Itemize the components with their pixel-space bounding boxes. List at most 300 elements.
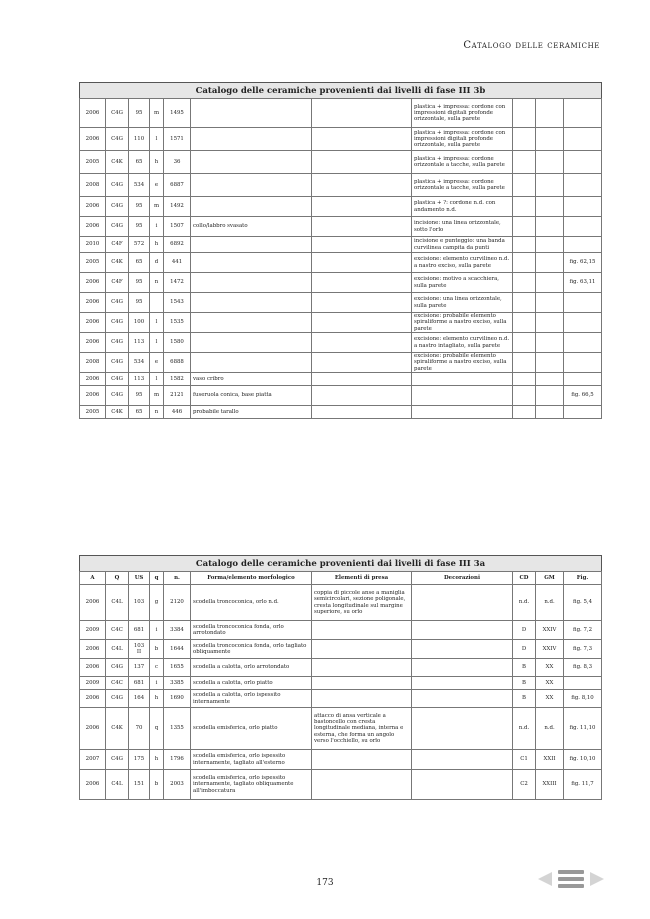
cell-square: C4F xyxy=(106,273,129,293)
cell-quadrant: m xyxy=(150,99,164,128)
cell-quadrant xyxy=(150,293,164,313)
cell-square: C4K xyxy=(106,708,129,750)
cell-gm xyxy=(536,197,564,217)
table-row xyxy=(80,750,602,770)
cell-us: 534 xyxy=(129,353,150,373)
cell-square: C4G xyxy=(106,313,129,333)
table-row xyxy=(80,708,602,750)
cell-square: C4G xyxy=(106,373,129,386)
cell-cd xyxy=(513,174,536,197)
cell-number: 441 xyxy=(164,253,191,273)
cell-gm xyxy=(536,99,564,128)
cell-handle-elements xyxy=(312,253,412,273)
cell-year: 2006 xyxy=(80,690,106,708)
table-row xyxy=(80,174,602,197)
cell-gm xyxy=(536,386,564,406)
cell-form xyxy=(191,174,312,197)
cell-square: C4G xyxy=(106,128,129,151)
cell-square: C4G xyxy=(106,174,129,197)
cell-cd xyxy=(513,353,536,373)
cell-number: 6888 xyxy=(164,353,191,373)
cell-quadrant: b xyxy=(150,770,164,800)
cell-cd: B xyxy=(513,677,536,690)
cell-number: 1472 xyxy=(164,273,191,293)
cell-year: 2006 xyxy=(80,99,106,128)
cell-decorations: excisione: elemento curvilineo n.d. a nastro intagliato, sulla parete xyxy=(412,333,513,353)
cell-form xyxy=(191,197,312,217)
cell-number: 1690 xyxy=(164,690,191,708)
cell-year: 2006 xyxy=(80,659,106,677)
cell-year: 2010 xyxy=(80,237,106,253)
cell-year: 2006 xyxy=(80,373,106,386)
cell-quadrant: h xyxy=(150,151,164,174)
cell-year: 2008 xyxy=(80,353,106,373)
cell-cd xyxy=(513,313,536,333)
cell-square: C4C xyxy=(106,621,129,640)
cell-form: scodella troncoconica fonda, orlo tagliato obliquamente xyxy=(191,640,312,659)
cell-quadrant: h xyxy=(150,690,164,708)
cell-year: 2006 xyxy=(80,273,106,293)
cell-us: 681 xyxy=(129,677,150,690)
cell-number: 3385 xyxy=(164,677,191,690)
cell-us: 103 xyxy=(129,585,150,621)
cell-handle-elements xyxy=(312,406,412,419)
cell-figure xyxy=(564,128,602,151)
header-figure: Fig. xyxy=(564,572,602,585)
cell-number: 446 xyxy=(164,406,191,419)
cell-cd: D xyxy=(513,621,536,640)
cell-cd: D xyxy=(513,640,536,659)
cell-decorations xyxy=(412,373,513,386)
cell-gm: XXIII xyxy=(536,770,564,800)
cell-handle-elements xyxy=(312,386,412,406)
cell-figure: fig. 7,3 xyxy=(564,640,602,659)
catalog-table-fase-3b xyxy=(79,82,601,419)
cell-gm xyxy=(536,406,564,419)
cell-square: C4G xyxy=(106,690,129,708)
cell-quadrant: q xyxy=(150,708,164,750)
cell-decorations xyxy=(412,621,513,640)
cell-handle-elements xyxy=(312,659,412,677)
cell-gm: n.d. xyxy=(536,708,564,750)
cell-decorations xyxy=(412,690,513,708)
cell-cd xyxy=(513,197,536,217)
cell-cd: B xyxy=(513,690,536,708)
cell-figure: fig. 8,10 xyxy=(564,690,602,708)
cell-number: 1582 xyxy=(164,373,191,386)
cell-square: C4G xyxy=(106,750,129,770)
header-decorations: Decorazioni xyxy=(412,572,513,585)
cell-handle-elements xyxy=(312,333,412,353)
page-number: 173 xyxy=(316,878,334,888)
cell-us: 95 xyxy=(129,197,150,217)
table-row xyxy=(80,690,602,708)
cell-form: fuseruola conica, base piatta xyxy=(191,386,312,406)
cell-decorations xyxy=(412,386,513,406)
cell-figure xyxy=(564,151,602,174)
table-row xyxy=(80,333,602,353)
cell-form xyxy=(191,333,312,353)
cell-handle-elements xyxy=(312,174,412,197)
cell-cd xyxy=(513,273,536,293)
cell-us: 95 xyxy=(129,99,150,128)
cell-handle-elements xyxy=(312,99,412,128)
cell-handle-elements xyxy=(312,621,412,640)
cell-us: 95 xyxy=(129,293,150,313)
cell-year: 2006 xyxy=(80,708,106,750)
header-gm: GM xyxy=(536,572,564,585)
menu-list-icon[interactable] xyxy=(558,870,584,888)
table-row xyxy=(80,770,602,800)
cell-quadrant: d xyxy=(150,253,164,273)
cell-form: scodella emisferica, orlo ispessito internamente, tagliato all'esterno xyxy=(191,750,312,770)
cell-form xyxy=(191,99,312,128)
cell-gm: XX xyxy=(536,659,564,677)
cell-decorations xyxy=(412,640,513,659)
cell-year: 2008 xyxy=(80,174,106,197)
page-navigation xyxy=(538,870,604,888)
cell-number: 1580 xyxy=(164,333,191,353)
cell-gm: XXIV xyxy=(536,621,564,640)
cell-square: C4L xyxy=(106,770,129,800)
cell-square: C4G xyxy=(106,197,129,217)
cell-square: C4L xyxy=(106,640,129,659)
cell-quadrant: h xyxy=(150,237,164,253)
table-row xyxy=(80,313,602,333)
table-row xyxy=(80,237,602,253)
cell-decorations xyxy=(412,708,513,750)
cell-gm xyxy=(536,273,564,293)
cell-gm: XXIV xyxy=(536,640,564,659)
cell-handle-elements xyxy=(312,273,412,293)
cell-figure xyxy=(564,217,602,237)
cell-square: C4G xyxy=(106,293,129,313)
cell-cd xyxy=(513,373,536,386)
table-row xyxy=(80,353,602,373)
cell-decorations: excisione: elemento curvilineo n.d. a nastro exciso, sulla parete xyxy=(412,253,513,273)
cell-decorations xyxy=(412,770,513,800)
cell-form xyxy=(191,273,312,293)
header-form: Forma/elemento morfologico xyxy=(191,572,312,585)
cell-handle-elements xyxy=(312,237,412,253)
cell-handle-elements: coppia di piccole anse a maniglia semicircolari, sezione poligonale, cresta longitudinale sul margine superiore, su orlo xyxy=(312,585,412,621)
cell-quadrant: e xyxy=(150,174,164,197)
cell-us: 95 xyxy=(129,217,150,237)
table-row xyxy=(80,128,602,151)
cell-cd xyxy=(513,293,536,313)
cell-quadrant: b xyxy=(150,640,164,659)
cell-us: 137 xyxy=(129,659,150,677)
cell-us: 95 xyxy=(129,273,150,293)
cell-number: 1507 xyxy=(164,217,191,237)
cell-year: 2005 xyxy=(80,253,106,273)
cell-number: 2121 xyxy=(164,386,191,406)
cell-handle-elements xyxy=(312,128,412,151)
cell-us: 113 xyxy=(129,333,150,353)
table-row xyxy=(80,99,602,128)
cell-quadrant: e xyxy=(150,353,164,373)
cell-figure: fig. 11,7 xyxy=(564,770,602,800)
table-row xyxy=(80,585,602,621)
cell-form: scodella a calotta, orlo piatto xyxy=(191,677,312,690)
cell-decorations xyxy=(412,677,513,690)
cell-year: 2006 xyxy=(80,128,106,151)
cell-gm: n.d. xyxy=(536,585,564,621)
cell-quadrant: l xyxy=(150,128,164,151)
header-handle-elements: Elementi di presa xyxy=(312,572,412,585)
cell-number: 2120 xyxy=(164,585,191,621)
cell-year: 2005 xyxy=(80,151,106,174)
cell-cd: n.d. xyxy=(513,585,536,621)
cell-number: 1535 xyxy=(164,313,191,333)
cell-figure: fig. 8,3 xyxy=(564,659,602,677)
cell-us: 681 xyxy=(129,621,150,640)
cell-gm xyxy=(536,373,564,386)
table-row xyxy=(80,659,602,677)
cell-handle-elements xyxy=(312,750,412,770)
cell-us: 103 II xyxy=(129,640,150,659)
cell-us: 151 xyxy=(129,770,150,800)
cell-form: vaso cribro xyxy=(191,373,312,386)
cell-handle-elements xyxy=(312,293,412,313)
cell-cd xyxy=(513,237,536,253)
cell-number: 1644 xyxy=(164,640,191,659)
cell-year: 2006 xyxy=(80,640,106,659)
cell-cd xyxy=(513,99,536,128)
cell-decorations xyxy=(412,750,513,770)
cell-us: 175 xyxy=(129,750,150,770)
cell-cd: C1 xyxy=(513,750,536,770)
cell-figure: fig. 7,2 xyxy=(564,621,602,640)
table-row xyxy=(80,406,602,419)
cell-gm xyxy=(536,128,564,151)
table-row xyxy=(80,386,602,406)
cell-quadrant: m xyxy=(150,197,164,217)
table-row xyxy=(80,640,602,659)
cell-gm xyxy=(536,174,564,197)
cell-form: scodella emisferica, orlo ispessito internamente, tagliato obliquamente all'imboccatura xyxy=(191,770,312,800)
cell-handle-elements xyxy=(312,640,412,659)
cell-cd xyxy=(513,406,536,419)
cell-handle-elements xyxy=(312,690,412,708)
cell-form xyxy=(191,151,312,174)
cell-quadrant: n xyxy=(150,273,164,293)
cell-year: 2009 xyxy=(80,677,106,690)
table-header-row xyxy=(80,572,602,585)
cell-figure xyxy=(564,99,602,128)
cell-square: C4K xyxy=(106,406,129,419)
cell-gm xyxy=(536,313,564,333)
cell-figure: fig. 11,10 xyxy=(564,708,602,750)
cell-decorations: incisione e punteggio: una banda curvilinea campita da punti xyxy=(412,237,513,253)
cell-us: 572 xyxy=(129,237,150,253)
previous-page-icon[interactable] xyxy=(538,872,552,886)
header-year: A xyxy=(80,572,106,585)
running-head: Catalogo delle ceramiche xyxy=(463,40,600,51)
cell-figure xyxy=(564,197,602,217)
cell-square: C4F xyxy=(106,237,129,253)
table-row xyxy=(80,273,602,293)
cell-year: 2006 xyxy=(80,217,106,237)
cell-decorations xyxy=(412,585,513,621)
cell-gm: XXII xyxy=(536,750,564,770)
cell-form: scodella a calotta, orlo arrotondato xyxy=(191,659,312,677)
cell-quadrant: c xyxy=(150,659,164,677)
cell-handle-elements xyxy=(312,770,412,800)
cell-decorations: excisione: motivo a scacchiera, sulla parete xyxy=(412,273,513,293)
cell-number: 1543 xyxy=(164,293,191,313)
cell-figure: fig. 10,10 xyxy=(564,750,602,770)
catalog-table-fase-3a xyxy=(79,555,601,800)
cell-cd: C2 xyxy=(513,770,536,800)
cell-gm: XX xyxy=(536,690,564,708)
cell-figure xyxy=(564,333,602,353)
cell-handle-elements xyxy=(312,677,412,690)
cell-handle-elements xyxy=(312,217,412,237)
cell-number: 2003 xyxy=(164,770,191,800)
cell-form: scodella troncoconica, orlo n.d. xyxy=(191,585,312,621)
cell-cd: B xyxy=(513,659,536,677)
table-title: Catalogo delle ceramiche provenienti dai livelli di fase III 3a xyxy=(79,555,602,571)
cell-figure xyxy=(564,353,602,373)
cell-figure xyxy=(564,313,602,333)
header-us: US xyxy=(129,572,150,585)
cell-gm xyxy=(536,237,564,253)
cell-cd: n.d. xyxy=(513,708,536,750)
table-row xyxy=(80,373,602,386)
cell-figure xyxy=(564,406,602,419)
cell-year: 2009 xyxy=(80,621,106,640)
cell-form xyxy=(191,128,312,151)
cell-square: C4G xyxy=(106,386,129,406)
cell-cd xyxy=(513,253,536,273)
cell-square: C4K xyxy=(106,253,129,273)
cell-us: 95 xyxy=(129,386,150,406)
cell-cd xyxy=(513,128,536,151)
cell-us: 65 xyxy=(129,151,150,174)
cell-number: 1571 xyxy=(164,128,191,151)
table-row xyxy=(80,293,602,313)
cell-form: scodella troncoconica fonda, orlo arrotondato xyxy=(191,621,312,640)
cell-year: 2006 xyxy=(80,313,106,333)
cell-gm xyxy=(536,333,564,353)
cell-square: C4C xyxy=(106,677,129,690)
cell-form: scodella a calotta, orlo ispessito internamente xyxy=(191,690,312,708)
header-cd: CD xyxy=(513,572,536,585)
cell-gm xyxy=(536,151,564,174)
table-row xyxy=(80,197,602,217)
cell-quadrant: h xyxy=(150,750,164,770)
cell-quadrant: i xyxy=(150,217,164,237)
cell-form: probabile tarallo xyxy=(191,406,312,419)
cell-form: scodella emisferica, orlo piatto xyxy=(191,708,312,750)
cell-year: 2007 xyxy=(80,750,106,770)
cell-year: 2006 xyxy=(80,197,106,217)
cell-handle-elements xyxy=(312,353,412,373)
cell-figure xyxy=(564,293,602,313)
cell-quadrant: g xyxy=(150,585,164,621)
cell-figure: fig. 62,15 xyxy=(564,253,602,273)
table-row xyxy=(80,217,602,237)
cell-figure: fig. 66,5 xyxy=(564,386,602,406)
table-row xyxy=(80,621,602,640)
cell-gm: XX xyxy=(536,677,564,690)
next-page-icon[interactable] xyxy=(590,872,604,886)
cell-decorations: plastica + impressa: cordone orizzontale a tacche, sulla parete xyxy=(412,151,513,174)
cell-year: 2006 xyxy=(80,386,106,406)
cell-number: 6892 xyxy=(164,237,191,253)
cell-quadrant: i xyxy=(150,677,164,690)
cell-handle-elements: attacco di ansa verticale a bastoncello con cresta longitudinale mediana, interna e esterna, che forma un angolo verso l'occhiello, su orlo xyxy=(312,708,412,750)
cell-quadrant: l xyxy=(150,313,164,333)
table-row xyxy=(80,151,602,174)
cell-quadrant: n xyxy=(150,406,164,419)
header-number: n. xyxy=(164,572,191,585)
cell-square: C4G xyxy=(106,333,129,353)
cell-square: C4G xyxy=(106,353,129,373)
cell-cd xyxy=(513,386,536,406)
cell-form xyxy=(191,293,312,313)
cell-us: 113 xyxy=(129,373,150,386)
cell-year: 2006 xyxy=(80,333,106,353)
header-quadrant: q xyxy=(150,572,164,585)
cell-us: 65 xyxy=(129,253,150,273)
cell-us: 110 xyxy=(129,128,150,151)
cell-quadrant: m xyxy=(150,386,164,406)
cell-handle-elements xyxy=(312,151,412,174)
cell-square: C4G xyxy=(106,659,129,677)
cell-figure xyxy=(564,237,602,253)
cell-handle-elements xyxy=(312,197,412,217)
cell-number: 1492 xyxy=(164,197,191,217)
cell-decorations: plastica + ?: cordone n.d. con andamento n.d. xyxy=(412,197,513,217)
cell-gm xyxy=(536,253,564,273)
cell-gm xyxy=(536,293,564,313)
cell-figure: fig. 63,11 xyxy=(564,273,602,293)
cell-number: 3384 xyxy=(164,621,191,640)
cell-number: 6887 xyxy=(164,174,191,197)
cell-decorations: plastica + impressa: cordone orizzontale a tacche, sulla parete xyxy=(412,174,513,197)
cell-square: C4K xyxy=(106,151,129,174)
cell-figure xyxy=(564,677,602,690)
cell-form xyxy=(191,237,312,253)
cell-us: 100 xyxy=(129,313,150,333)
cell-handle-elements xyxy=(312,373,412,386)
cell-number: 1655 xyxy=(164,659,191,677)
cell-year: 2006 xyxy=(80,770,106,800)
cell-us: 65 xyxy=(129,406,150,419)
cell-number: 1495 xyxy=(164,99,191,128)
cell-quadrant: l xyxy=(150,333,164,353)
cell-number: 36 xyxy=(164,151,191,174)
cell-form xyxy=(191,313,312,333)
cell-year: 2005 xyxy=(80,406,106,419)
cell-decorations: plastica + impressa: cordone con impressioni digitali profonde orizzontale, sulla parete xyxy=(412,99,513,128)
cell-decorations: excisione: probabile elemento spiraliforme a nastro exciso, sulla parete xyxy=(412,353,513,373)
cell-decorations: plastica + impressa: cordone con impressioni digitali profonde orizzontale, sulla parete xyxy=(412,128,513,151)
cell-gm xyxy=(536,353,564,373)
table-title: Catalogo delle ceramiche provenienti dai livelli di fase III 3b xyxy=(79,82,602,98)
cell-number: 1796 xyxy=(164,750,191,770)
cell-handle-elements xyxy=(312,313,412,333)
cell-us: 70 xyxy=(129,708,150,750)
cell-decorations: incisione: una linea orizzontale, sotto l'orlo xyxy=(412,217,513,237)
cell-number: 1355 xyxy=(164,708,191,750)
cell-year: 2006 xyxy=(80,293,106,313)
cell-figure xyxy=(564,373,602,386)
cell-us: 534 xyxy=(129,174,150,197)
cell-cd xyxy=(513,151,536,174)
